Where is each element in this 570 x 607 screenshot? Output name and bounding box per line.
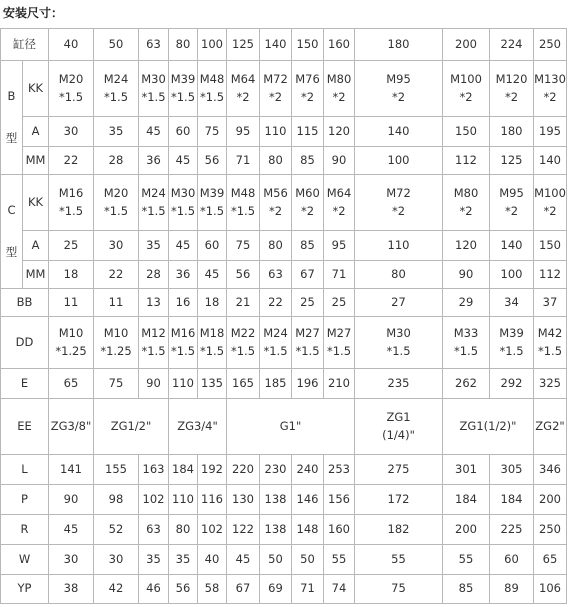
bore-label: 缸径 <box>1 29 49 61</box>
cell: M20 *1.5 <box>49 61 94 117</box>
cell: 11 <box>94 289 139 317</box>
bb-row <box>1 289 567 317</box>
cell: 120 <box>443 231 490 261</box>
cell: 220 <box>227 455 260 485</box>
cell: 30 <box>49 117 94 147</box>
header-row <box>1 29 567 61</box>
cell: 80 <box>260 147 292 175</box>
cell: 75 <box>355 575 443 604</box>
cell: M120 *2 <box>490 61 534 117</box>
cell: 35 <box>94 117 139 147</box>
cell: 56 <box>198 147 227 175</box>
cell: 16 <box>169 289 198 317</box>
cell: 65 <box>49 369 94 399</box>
row-label: KK <box>23 61 49 117</box>
cell: 42 <box>94 575 139 604</box>
cell: 122 <box>227 515 260 545</box>
cell: 38 <box>49 575 94 604</box>
cell: 56 <box>169 575 198 604</box>
row-label: DD <box>1 317 49 369</box>
cell: 45 <box>169 231 198 261</box>
bore-40: 40 <box>49 29 94 61</box>
cell: 36 <box>139 147 169 175</box>
cell: ZG2" <box>534 399 567 455</box>
row-label: R <box>1 515 49 545</box>
cell: 112 <box>534 261 567 289</box>
cell: 146 <box>292 485 324 515</box>
cell: M42 *1.5 <box>534 317 567 369</box>
cell: 150 <box>534 231 567 261</box>
cell: 110 <box>169 369 198 399</box>
cell: 120 <box>324 117 355 147</box>
cell: 240 <box>292 455 324 485</box>
cell: M27 *1.5 <box>292 317 324 369</box>
bore-63: 63 <box>139 29 169 61</box>
cell: 184 <box>490 485 534 515</box>
cell: 138 <box>260 485 292 515</box>
cell: 182 <box>355 515 443 545</box>
cell: 192 <box>198 455 227 485</box>
cell: 65 <box>534 545 567 575</box>
cell: 85 <box>443 575 490 604</box>
cell: 50 <box>292 545 324 575</box>
cell: 110 <box>355 231 443 261</box>
cell: 22 <box>49 147 94 175</box>
cell: 156 <box>324 485 355 515</box>
cell: 25 <box>324 289 355 317</box>
w-row <box>1 545 567 575</box>
cell: 60 <box>198 231 227 261</box>
cell: 90 <box>443 261 490 289</box>
cell: 21 <box>227 289 260 317</box>
cell: 85 <box>292 231 324 261</box>
cell: 125 <box>490 147 534 175</box>
cell: 34 <box>490 289 534 317</box>
cell: 71 <box>227 147 260 175</box>
cell: 292 <box>490 369 534 399</box>
cell: 80 <box>169 515 198 545</box>
cell: 138 <box>260 515 292 545</box>
bore-100: 100 <box>198 29 227 61</box>
row-label: P <box>1 485 49 515</box>
cell: M30 *1.5 <box>139 61 169 117</box>
cell: 60 <box>490 545 534 575</box>
c-type-mm-row <box>1 261 567 289</box>
cell: 55 <box>324 545 355 575</box>
cell: 346 <box>534 455 567 485</box>
cell: 184 <box>443 485 490 515</box>
cell: 22 <box>94 261 139 289</box>
cell: 185 <box>260 369 292 399</box>
cell: 110 <box>260 117 292 147</box>
cell: 40 <box>198 545 227 575</box>
cell: 275 <box>355 455 443 485</box>
bore-140: 140 <box>260 29 292 61</box>
cell: 25 <box>49 231 94 261</box>
cell: 163 <box>139 455 169 485</box>
cell: 235 <box>355 369 443 399</box>
cell: ZG1(1/2)" <box>443 399 534 455</box>
c-type-label <box>1 175 23 289</box>
b-type-letter: B <box>7 88 16 103</box>
cell: 150 <box>443 117 490 147</box>
cell: 71 <box>292 575 324 604</box>
cell: 305 <box>490 455 534 485</box>
cell: 184 <box>169 455 198 485</box>
cell: 210 <box>324 369 355 399</box>
row-label: BB <box>1 289 49 317</box>
b-type-a-row <box>1 117 567 147</box>
cell: 130 <box>227 485 260 515</box>
bore-224: 224 <box>490 29 534 61</box>
cell: 102 <box>198 515 227 545</box>
cell: 28 <box>94 147 139 175</box>
cell: 155 <box>94 455 139 485</box>
cell: 200 <box>443 515 490 545</box>
bore-50: 50 <box>94 29 139 61</box>
cell: 50 <box>260 545 292 575</box>
cell: 55 <box>443 545 490 575</box>
cell: 45 <box>169 147 198 175</box>
cell: 63 <box>139 515 169 545</box>
cell: 71 <box>324 261 355 289</box>
cell: 80 <box>260 231 292 261</box>
cell: 250 <box>534 515 567 545</box>
cell: 67 <box>227 575 260 604</box>
cell: 140 <box>534 147 567 175</box>
cell: M20 *1.5 <box>94 175 139 231</box>
cell: 95 <box>324 231 355 261</box>
installation-dimension-table <box>0 28 567 604</box>
cell: M39 *1.5 <box>169 61 198 117</box>
cell: 116 <box>198 485 227 515</box>
cell: ZG1/2" <box>94 399 169 455</box>
cell: 45 <box>49 515 94 545</box>
cell: 325 <box>534 369 567 399</box>
cell: 90 <box>49 485 94 515</box>
r-row <box>1 515 567 545</box>
b-type-mm-row <box>1 147 567 175</box>
cell: 18 <box>198 289 227 317</box>
row-label: E <box>1 369 49 399</box>
cell: M30 *1.5 <box>169 175 198 231</box>
b-type-kk-row <box>1 61 567 117</box>
cell: M24 *1.5 <box>94 61 139 117</box>
cell: M72 *2 <box>355 175 443 231</box>
cell: 56 <box>227 261 260 289</box>
cell: M95 *2 <box>490 175 534 231</box>
cell: M16 *1.5 <box>169 317 198 369</box>
cell: 172 <box>355 485 443 515</box>
cell: 52 <box>94 515 139 545</box>
cell: M80 *2 <box>443 175 490 231</box>
cell: M33 *1.5 <box>443 317 490 369</box>
cell: M100 *2 <box>443 61 490 117</box>
cell: M27 *1.5 <box>324 317 355 369</box>
dd-row <box>1 317 567 369</box>
cell: M30 *1.5 <box>355 317 443 369</box>
cell: 25 <box>292 289 324 317</box>
cell: 67 <box>292 261 324 289</box>
cell: 195 <box>534 117 567 147</box>
cell: 262 <box>443 369 490 399</box>
ee-row <box>1 399 567 455</box>
cell: 69 <box>260 575 292 604</box>
cell: 106 <box>534 575 567 604</box>
row-label: A <box>23 231 49 261</box>
cell: 55 <box>355 545 443 575</box>
c-type-kk-row <box>1 175 567 231</box>
cell: 27 <box>355 289 443 317</box>
cell: 230 <box>260 455 292 485</box>
b-type-char: 型 <box>5 130 18 145</box>
cell: M64 *2 <box>324 175 355 231</box>
cell: 225 <box>490 515 534 545</box>
yp-row <box>1 575 567 604</box>
cell: 165 <box>227 369 260 399</box>
cell: 30 <box>49 545 94 575</box>
cell: 58 <box>198 575 227 604</box>
cell: 75 <box>198 117 227 147</box>
cell: 141 <box>49 455 94 485</box>
cell: 22 <box>260 289 292 317</box>
cell: 63 <box>260 261 292 289</box>
cell: 28 <box>139 261 169 289</box>
c-type-char: 型 <box>5 244 18 259</box>
cell: 95 <box>227 117 260 147</box>
cell: 80 <box>355 261 443 289</box>
cell: 74 <box>324 575 355 604</box>
cell: 90 <box>139 369 169 399</box>
row-label: MM <box>23 147 49 175</box>
bore-180: 180 <box>355 29 443 61</box>
l-row <box>1 455 567 485</box>
cell: M39 *1.5 <box>490 317 534 369</box>
bore-160: 160 <box>324 29 355 61</box>
cell: 100 <box>355 147 443 175</box>
cell: 45 <box>227 545 260 575</box>
bore-125: 125 <box>227 29 260 61</box>
cell: M130 *2 <box>534 61 567 117</box>
cell: 160 <box>324 515 355 545</box>
cell: 29 <box>443 289 490 317</box>
cell: 301 <box>443 455 490 485</box>
cell: 35 <box>139 545 169 575</box>
cell: 98 <box>94 485 139 515</box>
cell: 140 <box>490 231 534 261</box>
p-row <box>1 485 567 515</box>
cell: M10 *1.25 <box>49 317 94 369</box>
cell: M48 *1.5 <box>198 61 227 117</box>
row-label: YP <box>1 575 49 604</box>
cell: 75 <box>94 369 139 399</box>
cell: 200 <box>534 485 567 515</box>
cell: M16 *1.5 <box>49 175 94 231</box>
cell: M72 *2 <box>260 61 292 117</box>
cell: M60 *2 <box>292 175 324 231</box>
cell: 180 <box>490 117 534 147</box>
row-label: W <box>1 545 49 575</box>
c-type-letter: C <box>7 202 16 217</box>
cell: 11 <box>49 289 94 317</box>
cell: M64 *2 <box>227 61 260 117</box>
page-title: 安装尺寸： <box>3 6 64 20</box>
cell: M10 *1.25 <box>94 317 139 369</box>
cell: M56 *2 <box>260 175 292 231</box>
cell: 45 <box>198 261 227 289</box>
cell: 18 <box>49 261 94 289</box>
c-type-a-row <box>1 231 567 261</box>
cell: M80 *2 <box>324 61 355 117</box>
cell: M24 *1.5 <box>139 175 169 231</box>
cell: M95 *2 <box>355 61 443 117</box>
b-type-label <box>1 61 23 175</box>
cell: 148 <box>292 515 324 545</box>
cell: M100 *2 <box>534 175 567 231</box>
cell: 89 <box>490 575 534 604</box>
cell: 30 <box>94 231 139 261</box>
cell: 60 <box>169 117 198 147</box>
cell: 85 <box>292 147 324 175</box>
cell: M76 *2 <box>292 61 324 117</box>
cell: 102 <box>139 485 169 515</box>
cell: 35 <box>169 545 198 575</box>
cell: 75 <box>227 231 260 261</box>
cell: M18 *1.5 <box>198 317 227 369</box>
row-label: KK <box>23 175 49 231</box>
cell: 37 <box>534 289 567 317</box>
cell: 115 <box>292 117 324 147</box>
cell: M48 *1.5 <box>227 175 260 231</box>
cell: 135 <box>198 369 227 399</box>
cell: G1" <box>227 399 355 455</box>
cell: 140 <box>355 117 443 147</box>
cell: 46 <box>139 575 169 604</box>
cell: 45 <box>139 117 169 147</box>
row-label: A <box>23 117 49 147</box>
bore-80: 80 <box>169 29 198 61</box>
cell: 100 <box>490 261 534 289</box>
cell: ZG1 (1/4)" <box>355 399 443 455</box>
row-label: L <box>1 455 49 485</box>
cell: 30 <box>94 545 139 575</box>
cell: ZG3/8" <box>49 399 94 455</box>
cell: M39 *1.5 <box>198 175 227 231</box>
row-label: MM <box>23 261 49 289</box>
cell: 90 <box>324 147 355 175</box>
cell: 196 <box>292 369 324 399</box>
cell: 35 <box>139 231 169 261</box>
cell: 110 <box>169 485 198 515</box>
cell: 253 <box>324 455 355 485</box>
cell: 13 <box>139 289 169 317</box>
bore-150: 150 <box>292 29 324 61</box>
cell: M24 *1.5 <box>260 317 292 369</box>
bore-250: 250 <box>534 29 567 61</box>
cell: ZG3/4" <box>169 399 227 455</box>
bore-200: 200 <box>443 29 490 61</box>
cell: 112 <box>443 147 490 175</box>
cell: M22 *1.5 <box>227 317 260 369</box>
cell: M12 *1.5 <box>139 317 169 369</box>
cell: 36 <box>169 261 198 289</box>
e-row <box>1 369 567 399</box>
row-label: EE <box>1 399 49 455</box>
